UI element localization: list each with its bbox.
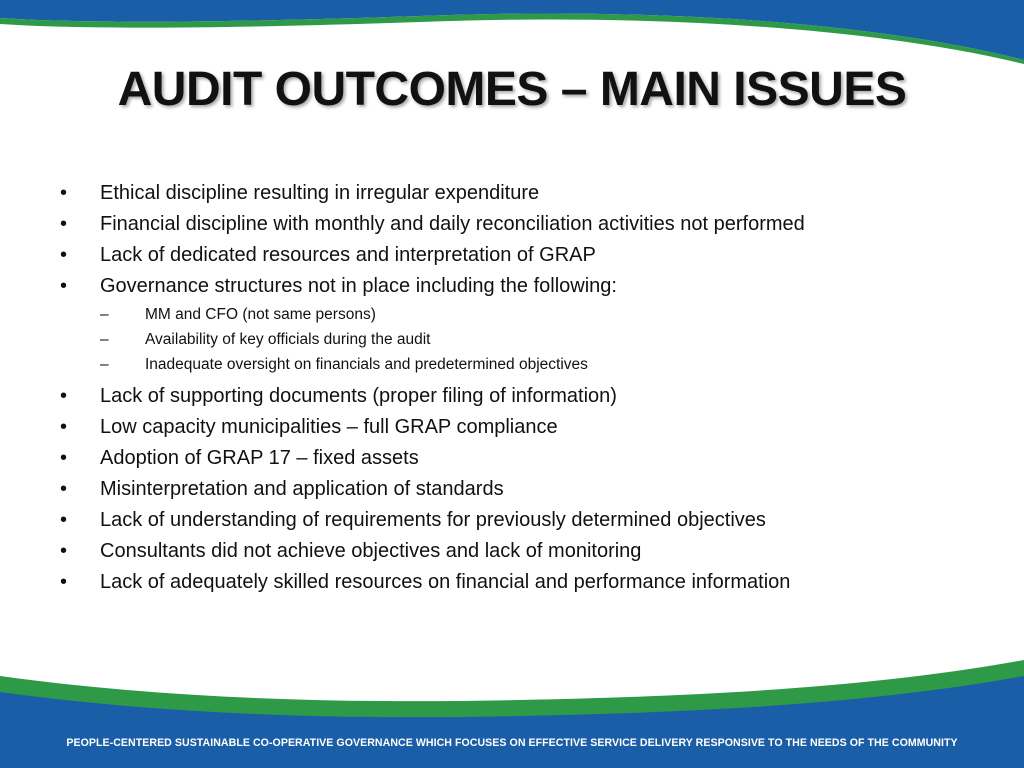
list-item <box>60 209 1010 240</box>
sub-bullet-text: Inadequate oversight on financials and predetermined objectives <box>145 356 588 373</box>
sub-bullet-text: Availability of key officials during the audit <box>145 331 431 348</box>
bullet-text: Consultants did not achieve objectives and lack of monitoring <box>100 540 642 562</box>
list-item <box>60 240 1010 271</box>
bullet-text: Ethical discipline resulting in irregular expenditure <box>100 182 540 204</box>
list-item <box>60 474 1010 505</box>
bullet-marker: • <box>60 385 68 407</box>
bullet-text: Lack of understanding of requirements for previously determined objectives <box>100 509 766 531</box>
bullet-marker: • <box>60 416 68 438</box>
list-item <box>60 536 1010 567</box>
sub-bullet-marker: – <box>100 356 109 373</box>
sub-bullet-marker: – <box>100 331 109 348</box>
bullet-text: Low capacity municipalities – full GRAP compliance <box>100 416 558 438</box>
bullet-text: Governance structures not in place including the following: <box>100 275 617 297</box>
bullet-marker: • <box>60 213 68 235</box>
bullet-list <box>60 178 1010 598</box>
slide-title: AUDIT OUTCOMES – MAIN ISSUES <box>117 63 907 116</box>
top-blue-wave <box>0 0 1024 60</box>
list-item <box>60 567 1010 598</box>
bullet-marker: • <box>60 509 68 531</box>
bullet-marker: • <box>60 275 68 297</box>
sub-list-item <box>100 352 1010 377</box>
list-item <box>60 178 1010 209</box>
list-item <box>60 412 1010 443</box>
top-decorative-band <box>0 0 1024 70</box>
bullet-marker: • <box>60 244 68 266</box>
bullet-marker: • <box>60 478 68 500</box>
sub-list-container <box>60 302 1010 381</box>
list-item <box>60 381 1010 412</box>
bullet-text: Lack of supporting documents (proper filing of information) <box>100 385 617 407</box>
sub-list-item <box>100 302 1010 327</box>
bullet-text: Lack of adequately skilled resources on financial and performance information <box>100 571 791 593</box>
bullet-text: Lack of dedicated resources and interpretation of GRAP <box>100 244 596 266</box>
list-item <box>60 443 1010 474</box>
sub-list-item <box>100 327 1010 352</box>
sub-bullet-text: MM and CFO (not same persons) <box>145 306 376 323</box>
footer-slogan: PEOPLE-CENTERED SUSTAINABLE CO-OPERATIVE GOVERNANCE WHICH FOCUSES ON EFFECTIVE SERVICE DELIVERY RESPONSIVE TO THE NEEDS OF THE COMMUNITY <box>66 737 958 749</box>
bottom-decorative-band <box>0 660 1024 768</box>
bullet-marker: • <box>60 447 68 469</box>
bullet-marker: • <box>60 571 68 593</box>
list-item <box>60 271 1010 302</box>
bullet-text: Adoption of GRAP 17 – fixed assets <box>100 447 419 469</box>
list-item <box>60 505 1010 536</box>
sub-bullet-list <box>60 302 1010 381</box>
bullet-marker: • <box>60 540 68 562</box>
bullet-text: Financial discipline with monthly and daily reconciliation activities not performed <box>100 213 805 235</box>
sub-bullet-marker: – <box>100 306 109 323</box>
bullet-text: Misinterpretation and application of standards <box>100 478 504 500</box>
bullet-marker: • <box>60 182 68 204</box>
